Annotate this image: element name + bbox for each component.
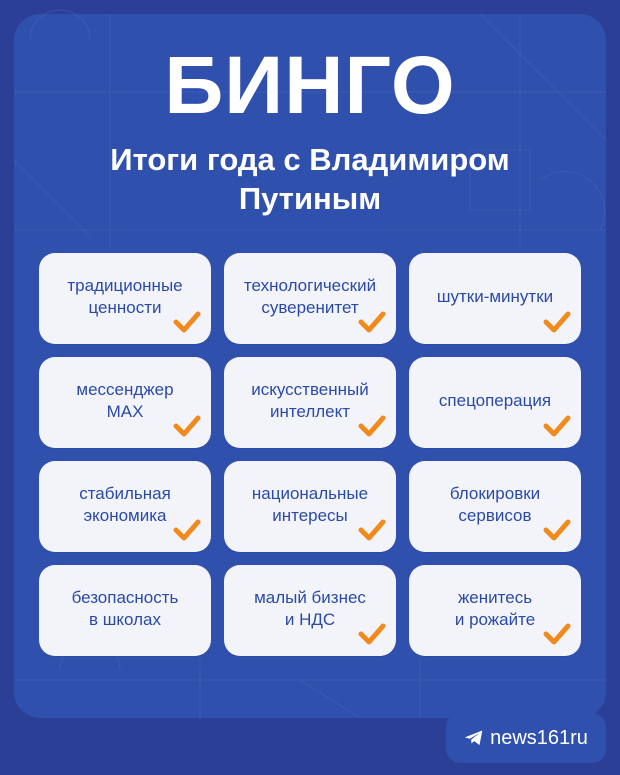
bingo-grid xyxy=(39,253,581,656)
bingo-card[interactable] xyxy=(224,565,396,656)
bingo-card-label: безопасность в школах xyxy=(71,587,179,629)
bingo-card[interactable] xyxy=(39,357,211,448)
checkmark-icon xyxy=(172,309,202,335)
bingo-card[interactable] xyxy=(224,461,396,552)
bingo-card-label: спецоперация xyxy=(438,390,552,410)
bingo-card-label: искусственный интеллект xyxy=(251,379,369,421)
page-title: БИНГО xyxy=(164,40,456,131)
channel-badge[interactable] xyxy=(446,713,606,763)
bingo-card-label: малый бизнес и НДС xyxy=(254,587,366,629)
bingo-card-label: стабильная экономика xyxy=(79,483,171,525)
bingo-card[interactable] xyxy=(409,565,581,656)
bingo-card[interactable] xyxy=(409,357,581,448)
checkmark-icon xyxy=(357,309,387,335)
bingo-card-label: национальные интересы xyxy=(251,483,369,525)
checkmark-icon xyxy=(542,517,572,543)
bingo-card-label: мессенджер MAX xyxy=(76,379,174,421)
checkmark-icon xyxy=(357,517,387,543)
bingo-card-label: блокировки сервисов xyxy=(449,483,541,525)
checkmark-icon xyxy=(357,621,387,647)
checkmark-icon xyxy=(542,621,572,647)
page-subtitle: Итоги года с Владимиром Путиным xyxy=(110,142,510,216)
channel-name: news161ru xyxy=(490,727,588,749)
checkmark-icon xyxy=(542,309,572,335)
bingo-card[interactable] xyxy=(39,253,211,344)
checkmark-icon xyxy=(172,413,202,439)
bingo-card[interactable] xyxy=(39,461,211,552)
bingo-card[interactable] xyxy=(409,253,581,344)
checkmark-icon xyxy=(357,413,387,439)
checkmark-icon xyxy=(172,517,202,543)
bingo-card[interactable] xyxy=(224,357,396,448)
telegram-icon xyxy=(464,729,484,747)
bingo-card-label: женитесь и рожайте xyxy=(454,587,536,629)
bingo-card-label: традиционные ценности xyxy=(67,275,183,317)
bingo-card[interactable] xyxy=(409,461,581,552)
bingo-card-label: технологический суверенитет xyxy=(243,275,377,317)
bingo-card[interactable] xyxy=(224,253,396,344)
bingo-card[interactable] xyxy=(39,565,211,656)
bingo-card-label: шутки-минутки xyxy=(436,286,554,306)
checkmark-icon xyxy=(542,413,572,439)
